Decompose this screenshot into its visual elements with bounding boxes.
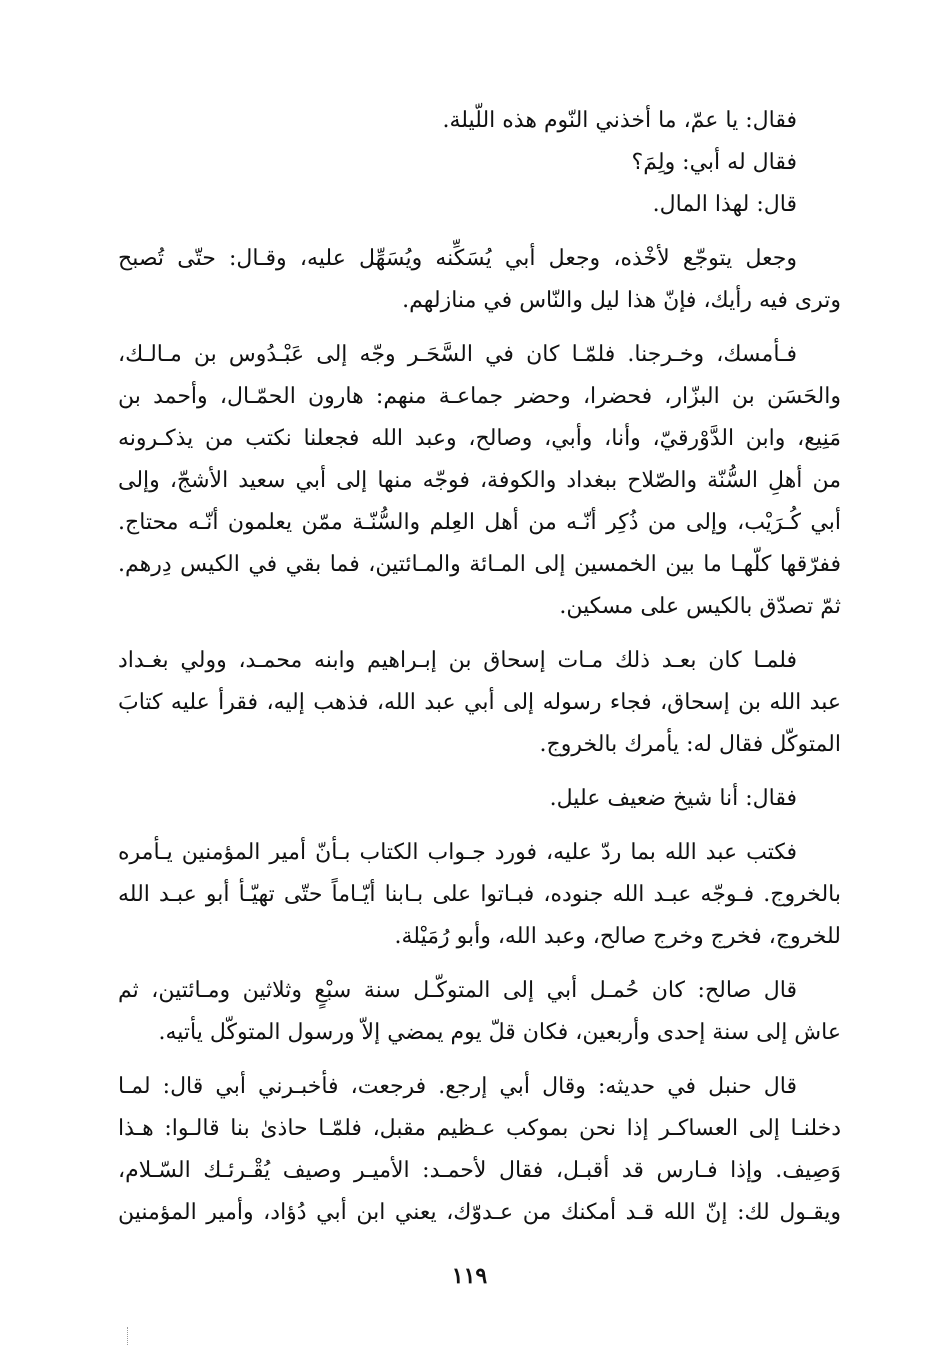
paragraph [118, 640, 841, 766]
text-line: ثمّ تصدّق بالكيس على مسكين. [559, 594, 841, 619]
page-body-text [118, 100, 841, 1246]
text-line: عبد الله بن إسحاق، فجاء رسوله إلى أبي عبد الله، فذهب إليه، فقرأ عليه كتابَ [118, 690, 841, 715]
paragraph [118, 238, 841, 322]
text-line: للخروج، فخرج وخرج صالح، وعبد الله، وأبو رُمَيْلة. [394, 924, 841, 949]
paragraph [118, 832, 841, 958]
text-line: قال: لهذا المال. [652, 192, 797, 217]
text-line: أبي كُـرَيْب، وإلى من ذُكِر أنّـه من أهل العِلم والسُّنّـة ممّن يعلمون أنّـه محتاج. [118, 510, 841, 535]
paragraph [118, 100, 841, 142]
scan-mark [127, 1327, 130, 1345]
text-line: بالخروج. فـوجّه عبـد الله جنوده، فبـاتوا على بـابنا أيّـاماً حتّى تهيّـأ أبو عبـد الله [118, 882, 841, 907]
text-line: مَنِيع، وابن الدَّوْرقيّ، وأنا، وأبي، وصالح، وعبد الله فجعلنا نكتب من يذكـرونه [118, 426, 841, 451]
text-line: من أهلِ السُّنّة والصّلاح ببغداد والكوفة، فوجّه منها إلى أبي سعيد الأشجّ، وإلى [118, 468, 841, 493]
text-line: المتوكّل فقال له: يأمرك بالخروج. [539, 732, 841, 757]
text-line: وَصِيف. وإذا فـارس قد أقبـل، فقال لأحمـد: الأميـر وصيف يُقْـرئـك السّـلام، [118, 1158, 841, 1183]
text-line: وجعل يتوجّع لأخْذه، وجعل أبي يُسَكِّنه ويُسَهِّل عليه، وقـال: حتّى تُصبح [118, 246, 797, 271]
text-line: قال صالح: كان حُمـل أبي إلى المتوكّـل سنة سبْعٍ وثلاثين ومـائتين، ثم [118, 978, 797, 1003]
paragraph [118, 142, 841, 184]
text-line: ويقـول لك: إنّ الله قـد أمكنك من عـدوّك، يعني ابن أبي دُؤاد، وأمير المؤمنين [118, 1200, 841, 1225]
text-line: فقال: يا عمّ، ما أخذني النّوم هذه اللّيلة. [442, 108, 797, 133]
text-line: والحَسَن بن البزّار، فحضرا، وحضر جماعـة منهم: هارون الحمّـال، وأحمد بن [118, 384, 841, 409]
text-line: ففرّقها كلّهـا ما بين الخمسين إلى المـائة والمـائتين، فما بقي في الكيس دِرهم. [118, 552, 841, 577]
text-line: وترى فيه رأيك، فإنّ هذا ليل والنّاس في منازلهم. [402, 288, 841, 313]
text-line: قال حنبل في حديثه: وقال أبي إرجع. فرجعت، فأخبـرني أبي قال: لمـا [118, 1074, 797, 1099]
text-line: فكتب عبد الله بما ردّ عليه، فورد جـواب الكتاب بـأنّ أمير المؤمنين يـأمره [118, 840, 797, 865]
paragraph [118, 970, 841, 1054]
text-line: عاش إلى سنة إحدى وأربعين، فكان قلّ يوم يمضي إلاّ ورسول المتوكّل يأتيه. [158, 1020, 841, 1045]
paragraph [118, 184, 841, 226]
paragraph [118, 778, 841, 820]
paragraph [118, 1066, 841, 1234]
text-line: فلمـا كان بعـد ذلك مـات إسحاق بن إبـراهيم وابنه محمـد، وولي بغـداد [118, 648, 797, 673]
page-number: ١١٩ [451, 1263, 488, 1289]
paragraph [118, 334, 841, 628]
text-line: فقال له أبي: ولِمَ؟ [631, 150, 797, 175]
text-line: فـأمسك، وخـرجنا. فلمّـا كان في السَّحَـر وجّه إلى عَبْـدُوس بن مـالـك، [118, 342, 797, 367]
text-line: فقال: أنا شيخ ضعيف عليل. [549, 786, 797, 811]
text-line: دخلنـا إلى العساكـر إذا نحن بموكب عـظيم مقبل، فلمّـا حاذىٰ بنا قالـوا: هـذا [118, 1116, 841, 1141]
